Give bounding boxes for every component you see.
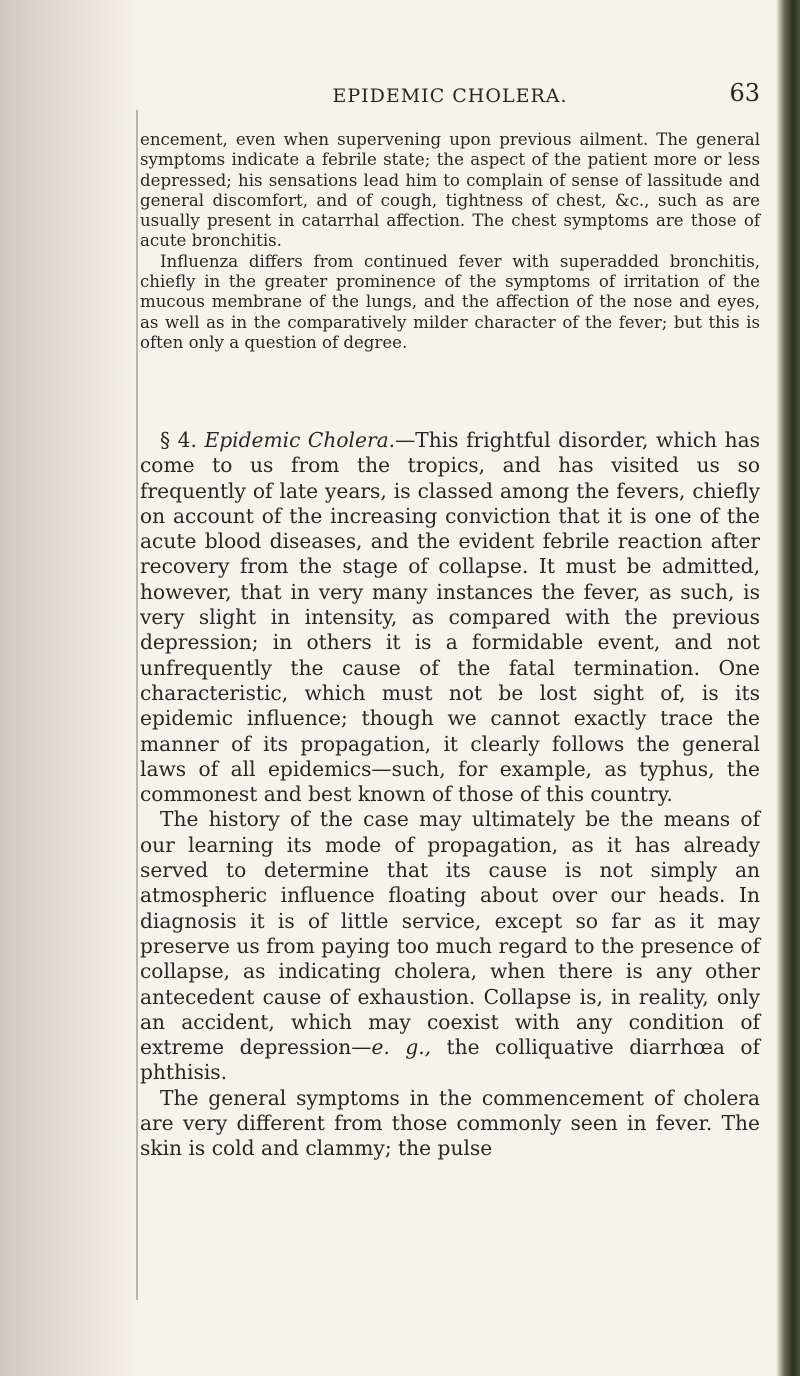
- cholera-paragraph-2-end: the colliquative diarrhœa of phthisis.: [140, 1035, 760, 1085]
- cholera-paragraph-2-text: The history of the case may ultimately be the means of our learning its mode of propagation, as it has already served to determine that its cause is not simply an atmospheric influence floating about over our heads. In diagnosis it is of little service, except so far as it may preserve us from paying too much regard to the presence of collapse, as indicating cholera, when there is any other antecedent cause of exhaustion. Collapse is, in reality, only an accident, which may coexist with any condition of extreme depression—: [140, 807, 760, 1060]
- main-text-block: [140, 428, 760, 1162]
- page-header: [140, 79, 760, 115]
- cholera-paragraph-3: The general symptoms in the commencement of cholera are very different from those commonly seen in fever. The skin is cold and clammy; the pulse: [140, 1085, 760, 1161]
- influenza-paragraph-2: Influenza differs from continued fever with superadded bronchitis, chiefly in the greater prominence of the symptoms of irritation of the mucous membrane of the lungs, and the affection of the nose and eyes, as well as in the comparatively milder character of the fever; but this is often only a question of degree.: [140, 251, 760, 352]
- small-print-block: [140, 130, 760, 353]
- page-number: 63: [729, 79, 760, 107]
- binding-gutter-shadow: [0, 0, 140, 1376]
- cholera-paragraph-1-text: —This frightful disorder, which has come to us from the tropics, and has visited us so frequently of late years, is classed among the fevers, chiefly on account of the increasing conviction that it is one of the acute blood diseases, and the evident febrile reaction after recovery from the stage of collapse. It must be admitted, however, that in very many instances the fever, as such, is very slight in intensity, as compared with the previous depression; in others it is a formidable event, and not unfrequently the cause of the fatal termination. One characteristic, which must not be lost sight of, is its epidemic influence; though we cannot exactly trace the manner of its propagation, it clearly follows the general laws of all epidemics—such, for example, as typhus, the commonest and best known of those of this country.: [140, 428, 760, 807]
- running-title: EPIDEMIC CHOLERA.: [332, 85, 568, 107]
- section-number: § 4.: [160, 428, 197, 452]
- section-title: Epidemic Cholera.: [204, 428, 396, 452]
- cholera-paragraph-1: [140, 428, 760, 807]
- gutter-rule: [136, 110, 138, 1300]
- influenza-paragraph-1: encement, even when supervening upon previous ailment. The general symptoms indicate a febrile state; the aspect of the patient more or less depressed; his sensations lead him to complain of sense of lassitude and general discomfort, and of cough, tightness of chest, &c., such as are usually present in catarrhal affection. The chest symptoms are those of acute bronchitis.: [140, 130, 760, 251]
- page-edge-shadow: [776, 0, 800, 1376]
- eg-abbreviation: e. g.,: [371, 1035, 432, 1060]
- cholera-paragraph-2: [140, 807, 760, 1085]
